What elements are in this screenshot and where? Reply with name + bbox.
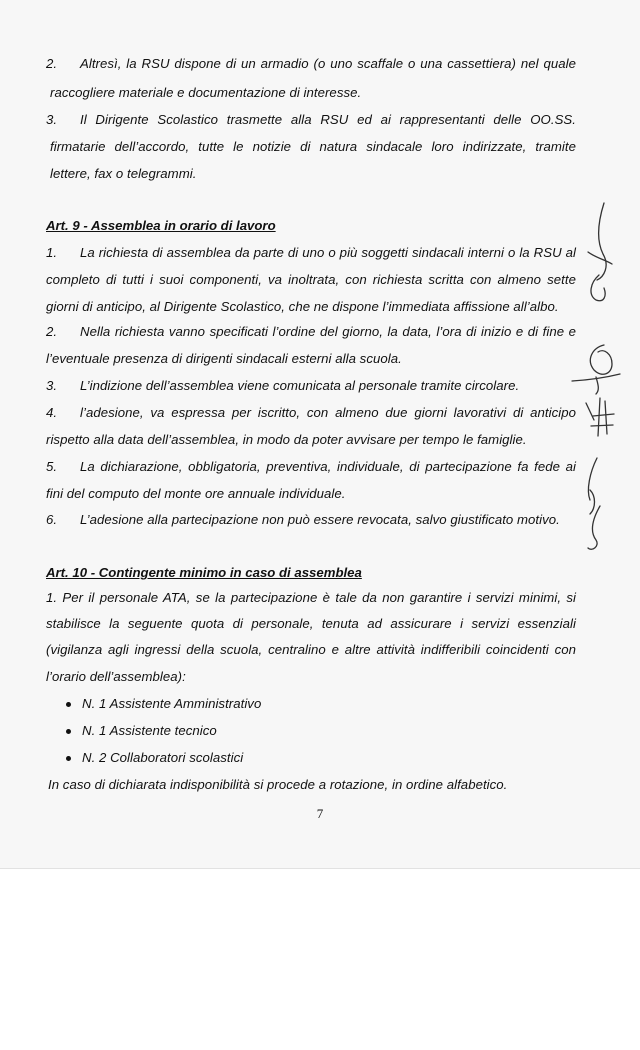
section-heading-art10: Art. 10 - Contingente minimo in caso di assemblea bbox=[46, 565, 362, 580]
text-line: completo di tutti i suoi componenti, va inoltrata, con richiesta scritta con almeno sette bbox=[46, 272, 576, 287]
signature-stroke bbox=[596, 377, 598, 394]
text-line: l’eventuale presenza di dirigenti sindacali esterni alla scuola. bbox=[46, 351, 402, 366]
signature-stroke bbox=[586, 403, 594, 420]
signature-stroke bbox=[588, 252, 612, 264]
item-number: 1. bbox=[46, 245, 57, 260]
signature-stroke bbox=[590, 490, 595, 514]
signature-stroke bbox=[588, 506, 600, 549]
text-line: La richiesta di assemblea da parte di uno o più soggetti sindacali interni o la RSU al bbox=[80, 245, 576, 260]
signature-stroke bbox=[591, 425, 613, 426]
item-number: 6. bbox=[46, 512, 57, 527]
text-line: Nella richiesta vanno specificati l’ordine del giorno, la data, l’ora di inizio e di fine e bbox=[80, 324, 576, 339]
signature-stroke bbox=[597, 203, 606, 280]
signature-stroke bbox=[605, 401, 607, 434]
text-line: lettere, fax o telegrammi. bbox=[50, 166, 197, 181]
text-line: firmatarie dell’accordo, tutte le notizie di natura sindacale loro indirizzate, tramite bbox=[50, 139, 576, 154]
text-line: giorni di anticipo, al Dirigente Scolastico, che ne dispone l’immediata affissione all’albo. bbox=[46, 299, 559, 314]
text-line: rispetto alla data dell’assemblea, in modo da poter avvisare per tempo le famiglie. bbox=[46, 432, 527, 447]
text-line: Il Dirigente Scolastico trasmette alla RSU ed ai rappresentanti delle OO.SS. bbox=[80, 112, 576, 127]
list-item: N. 1 Assistente Amministrativo bbox=[82, 696, 262, 711]
item-number: 3. bbox=[46, 112, 57, 127]
item-number: 2. bbox=[46, 324, 57, 339]
item-number: 5. bbox=[46, 459, 57, 474]
text-line: Altresì, la RSU dispone di un armadio (o uno scaffale o una cassettiera) nel quale bbox=[80, 56, 576, 71]
signature-stroke bbox=[590, 345, 612, 374]
text-line: l’orario dell’assemblea): bbox=[46, 669, 186, 684]
item-number: 4. bbox=[46, 405, 57, 420]
item-number: 3. bbox=[46, 378, 57, 393]
closing-sentence: In caso di dichiarata indisponibilità si procede a rotazione, in ordine alfabetico. bbox=[48, 777, 508, 792]
text-line: L’indizione dell’assemblea viene comunicata al personale tramite circolare. bbox=[80, 378, 520, 393]
signature-stroke bbox=[593, 414, 614, 416]
text-line: La dichiarazione, obbligatoria, preventiva, individuale, di partecipazione fa fede ai bbox=[80, 459, 576, 474]
text-line: L’adesione alla partecipazione non può essere revocata, salvo giustificato motivo. bbox=[80, 512, 560, 527]
signature-stroke bbox=[598, 398, 600, 436]
text-line: 1. Per il personale ATA, se la partecipazione è tale da non garantire i servizi minimi, si bbox=[46, 590, 576, 605]
item-number: 2. bbox=[46, 56, 57, 71]
page-number: 7 bbox=[316, 806, 324, 821]
section-heading-art9: Art. 9 - Assemblea in orario di lavoro bbox=[46, 218, 276, 233]
list-item: N. 1 Assistente tecnico bbox=[82, 723, 217, 738]
text-line: l’adesione, va espressa per iscritto, con almeno due giorni lavorativi di anticipo bbox=[80, 405, 576, 420]
text-line: raccogliere materiale e documentazione di interesse. bbox=[50, 85, 362, 100]
text-line: stabilisce la seguente quota di personale, tenuta ad assicurare i servizi essenziali bbox=[46, 616, 576, 631]
list-item: N. 2 Collaboratori scolastici bbox=[82, 750, 244, 765]
text-line: (vigilanza agli ingressi della scuola, centralino e altre attività indifferibili coincidenti con bbox=[46, 642, 576, 657]
text-line: fini del computo del monte ore annuale individuale. bbox=[46, 486, 346, 501]
